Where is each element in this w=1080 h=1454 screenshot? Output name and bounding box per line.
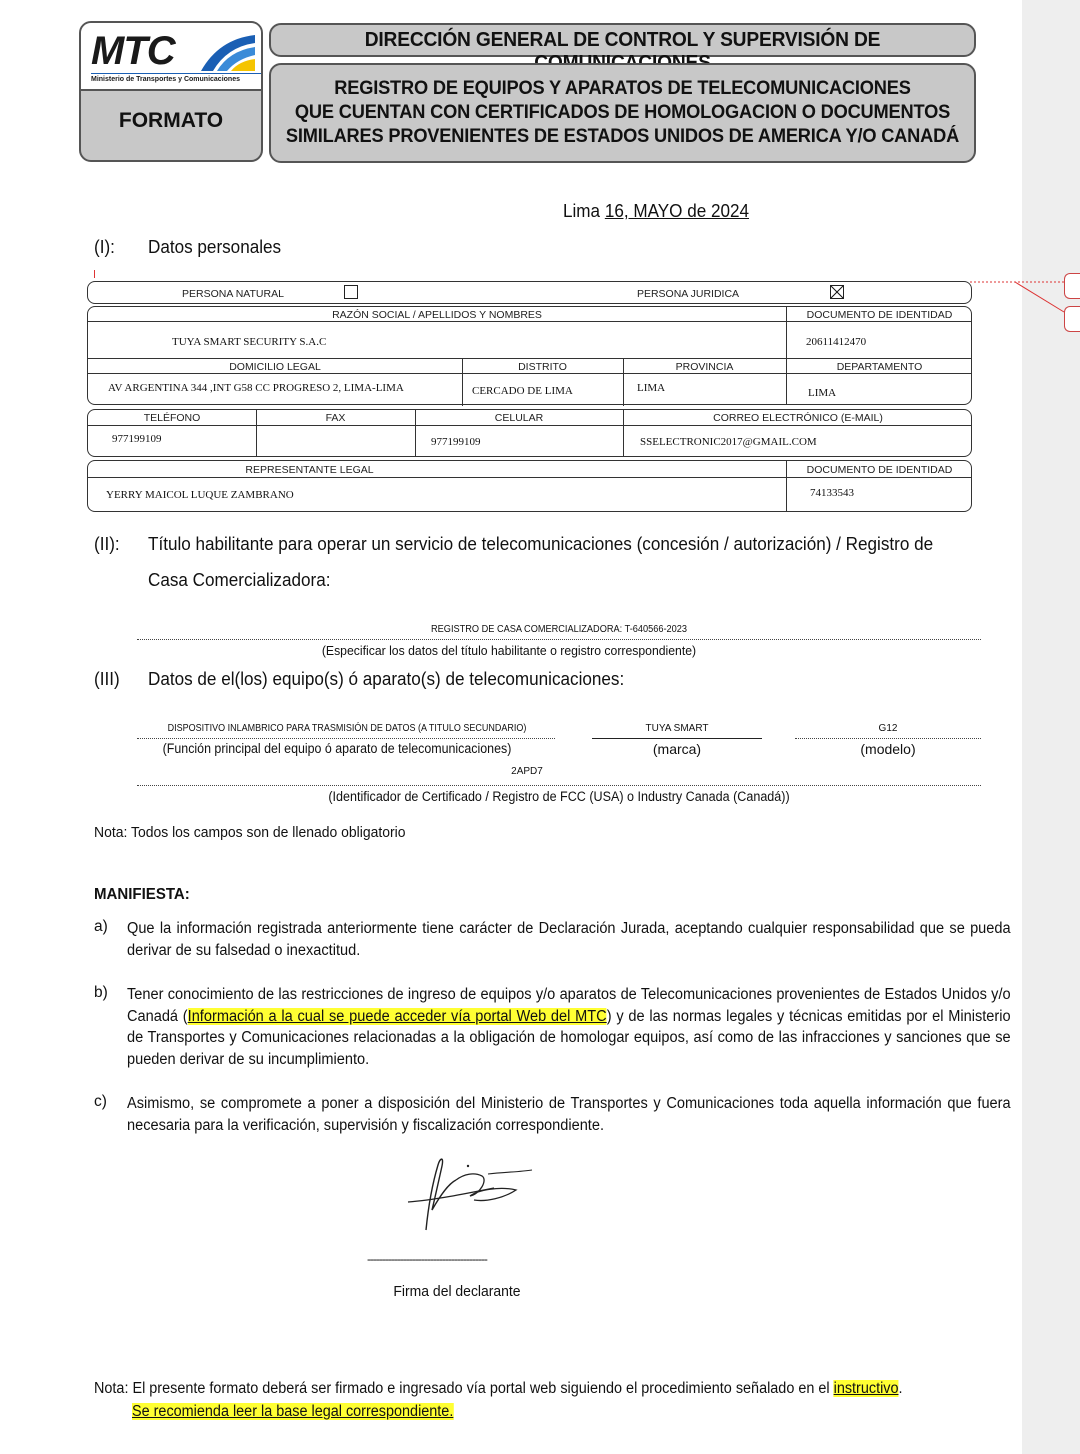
- date-city: Lima: [563, 201, 601, 221]
- doc-identidad-label: DOCUMENTO DE IDENTIDAD: [806, 309, 953, 321]
- item-a-letter: a): [94, 918, 108, 935]
- legal-basis-link[interactable]: Se recomienda leer la base legal correspondiente.: [132, 1403, 454, 1420]
- persona-natural-label: PERSONA NATURAL: [182, 288, 284, 300]
- section-3-title: Datos de el(los) equipo(s) ó aparato(s) de telecomunicaciones:: [148, 669, 625, 689]
- correo-value[interactable]: SSELECTRONIC2017@GMAIL.COM: [640, 436, 817, 448]
- persona-natural-checkbox[interactable]: [344, 285, 358, 299]
- date-line: [563, 201, 749, 222]
- title-register-caption: (Especificar los datos del título habilitante o registro correspondiente): [321, 643, 697, 658]
- signature-label: Firma del declarante: [393, 1283, 521, 1300]
- instructivo-link[interactable]: instructivo: [833, 1380, 899, 1397]
- fcc-line: [137, 785, 981, 786]
- representative-table: [87, 460, 972, 512]
- logo-area: [81, 23, 261, 91]
- representante-label: REPRESENTANTE LEGAL: [245, 464, 374, 476]
- title-register-line: [137, 639, 981, 640]
- distrito-value[interactable]: CERCADO DE LIMA: [472, 385, 573, 397]
- razon-social-value[interactable]: TUYA SMART SECURITY S.A.C: [172, 336, 327, 348]
- logo-subtitle: Ministerio de Transportes y Comunicaciones: [91, 76, 240, 83]
- doc-identidad-value[interactable]: 20611412470: [806, 336, 867, 348]
- item-b-text-after: ) y de las normas legales y técnicas emitidas por el Ministerio de Transportes y Comunicaciones relacionadas a la obligación de homologar equipos, así como de las infracciones y sanciones que se pueden derivar de su incumplimiento.: [127, 1007, 1011, 1068]
- section-1-number: (I):: [94, 237, 115, 257]
- manifiesta-title: MANIFIESTA:: [94, 886, 190, 903]
- section-2-title-line-2: Casa Comercializadora:: [148, 570, 331, 590]
- telefono-label: TELÉFONO: [143, 412, 201, 424]
- celular-value[interactable]: 977199109: [431, 436, 481, 448]
- modelo-value[interactable]: G12: [878, 723, 898, 734]
- footer-note-period: .: [898, 1380, 903, 1397]
- mtc-logo-emblem-icon: [199, 31, 257, 73]
- header-left-box: [79, 21, 263, 162]
- representante-value[interactable]: YERRY MAICOL LUQUE ZAMBRANO: [106, 489, 294, 501]
- item-b-letter: b): [94, 984, 108, 1001]
- departamento-label: DEPARTAMENTO: [836, 361, 923, 373]
- section-1-title: Datos personales: [148, 237, 282, 257]
- register-title-line-1: REGISTRO DE EQUIPOS Y APARATOS DE TELECOMUNICACIONES: [334, 78, 911, 99]
- handwritten-signature: [404, 1150, 544, 1235]
- persona-type-row: [87, 281, 972, 304]
- comment-connector-lines: [960, 276, 1070, 316]
- fcc-value[interactable]: 2APD7: [511, 766, 543, 777]
- funcion-caption: (Función principal del equipo ó aparato de telecomunicaciones): [162, 741, 512, 756]
- section-3-number: (III): [94, 669, 120, 689]
- razon-social-label: RAZÓN SOCIAL / APELLIDOS Y NOMBRES: [332, 309, 542, 321]
- item-b-text-before: Tener conocimiento de las restricciones de ingreso de equipos y/o aparatos de Telecomunicaciones provenientes de Estados Unidos y/o Canadá (: [127, 986, 1011, 1025]
- persona-juridica-label: PERSONA JURIDICA: [636, 288, 740, 300]
- provincia-value[interactable]: LIMA: [637, 382, 666, 394]
- company-data-table: [87, 306, 972, 405]
- celular-label: CELULAR: [494, 412, 544, 424]
- rep-doc-value[interactable]: 74133543: [810, 487, 854, 499]
- footer-note-text: Nota: El presente formato deberá ser firmado e ingresado vía portal web siguiendo el procedimiento señalado en el: [94, 1380, 834, 1397]
- telefono-value[interactable]: 977199109: [112, 433, 162, 445]
- direction-title-box: [269, 23, 976, 57]
- section-2-number: (II):: [94, 534, 120, 554]
- provincia-label: PROVINCIA: [675, 361, 734, 373]
- marca-line: [592, 738, 762, 739]
- footer-note: [94, 1380, 903, 1398]
- contact-table: [87, 409, 972, 457]
- domicilio-label: DOMICILIO LEGAL: [229, 361, 321, 373]
- modelo-caption: (modelo): [860, 741, 916, 757]
- signature-line: ----------------------------------------: [367, 1252, 487, 1266]
- logo-rule: [91, 73, 261, 74]
- fax-label: FAX: [325, 412, 346, 424]
- marca-caption: (marca): [652, 741, 702, 757]
- rep-doc-label: DOCUMENTO DE IDENTIDAD: [806, 464, 953, 476]
- section-2-title-line-1: Título habilitante para operar un servicio de telecomunicaciones (concesión / autorización) / Registro de: [148, 534, 934, 554]
- fcc-caption: (Identificador de Certificado / Registro de FCC (USA) o Industry Canada (Canadá)): [328, 789, 790, 804]
- domicilio-value[interactable]: AV ARGENTINA 344 ,INT G58 CC PROGRESO 2, LIMA-LIMA: [108, 382, 404, 394]
- footer-note-line-2: [132, 1403, 453, 1421]
- title-register-value[interactable]: REGISTRO DE CASA COMERCIALIZADORA: T-640566-2023: [431, 624, 687, 635]
- item-b-text: [127, 984, 1011, 1070]
- direction-title: DIRECCIÓN GENERAL DE CONTROL Y SUPERVISIÓN DE: [364, 29, 881, 51]
- formato-label: FORMATO: [118, 109, 224, 132]
- correo-label: CORREO ELECTRÓNICO (E-MAIL): [713, 412, 883, 424]
- departamento-value[interactable]: LIMA: [808, 387, 837, 399]
- funcion-line: [137, 738, 555, 739]
- mandatory-fields-note: Nota: Todos los campos son de llenado obligatorio: [94, 824, 406, 841]
- persona-juridica-checkbox[interactable]: [830, 285, 844, 299]
- date-value: 16, MAYO de 2024: [604, 201, 750, 221]
- comment-anchor: [94, 270, 95, 278]
- distrito-label: DISTRITO: [518, 361, 567, 373]
- comment-panel: [1022, 0, 1080, 1454]
- register-title-line-2: QUE CUENTAN CON CERTIFICADOS DE HOMOLOGACION O DOCUMENTOS: [294, 102, 951, 123]
- modelo-line: [795, 738, 981, 739]
- item-a-text: Que la información registrada anteriormente tiene carácter de Declaración Jurada, aceptando cualquier responsabilidad que se pueda derivar de su falsedad o inexactitud.: [127, 920, 1011, 959]
- marca-value[interactable]: TUYA SMART: [645, 723, 709, 734]
- item-c-text: Asimismo, se compromete a poner a disposición del Ministerio de Transportes y Comunicaciones toda aquella información que fuera necesaria para la verificación, supervisión y fiscalización correspondiente.: [127, 1095, 1011, 1134]
- register-title-box: [269, 63, 976, 163]
- funcion-value[interactable]: DISPOSITIVO INLAMBRICO PARA TRASMISIÓN DE DATOS (A TITULO SECUNDARIO): [167, 723, 527, 734]
- checkbox-check-icon: [830, 285, 844, 299]
- register-title-line-3: SIMILARES PROVENIENTES DE ESTADOS UNIDOS DE AMERICA Y/O CANADÁ: [285, 126, 960, 147]
- mtc-logo-text: MTC: [91, 29, 175, 73]
- item-c-letter: c): [94, 1093, 107, 1110]
- mtc-portal-highlight: Información a la cual se puede acceder vía portal Web del MTC: [187, 1007, 607, 1025]
